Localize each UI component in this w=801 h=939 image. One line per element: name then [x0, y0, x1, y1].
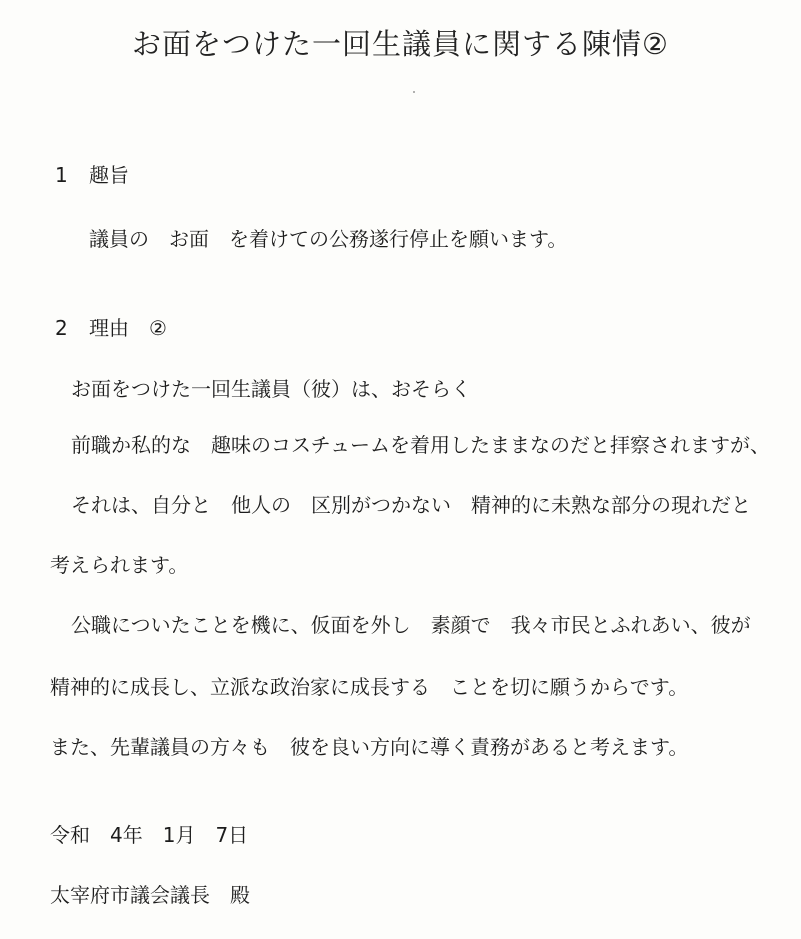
- reason-line: お面をつけた一回生議員（彼）は、おそらく: [71, 377, 471, 401]
- document-date: 令和 4年 1月 7日: [50, 823, 249, 847]
- reason-line: 考えられます。: [50, 553, 189, 577]
- section2-heading-row: [55, 316, 167, 340]
- reason-line: また、先輩議員の方々も 彼を良い方向に導く責務があると考えます。: [50, 735, 689, 759]
- section1-number: 1: [55, 163, 68, 187]
- section2-heading: 理由 ②: [89, 316, 167, 340]
- reason-line: 公職についたことを機に、仮面を外し 素顔で 我々市民とふれあい、彼が: [71, 613, 751, 637]
- section2-number: 2: [55, 316, 68, 340]
- scan-speck: [413, 91, 415, 93]
- section1-body: 議員の お面 を着けての公務遂行停止を願います。: [89, 227, 568, 251]
- addressee: 太宰府市議会議長 殿: [50, 883, 250, 907]
- reason-line: それは、自分と 他人の 区別がつかない 精神的に未熟な部分の現れだと: [71, 493, 751, 517]
- document-title: お面をつけた一回生議員に関する陳情②: [132, 27, 669, 61]
- section1-heading-row: [55, 163, 129, 187]
- reason-line: 精神的に成長し、立派な政治家に成長する ことを切に願うからです。: [50, 675, 689, 699]
- reason-line: 前職か私的な 趣味のコスチュームを着用したままなのだと拝察されますが、: [71, 433, 770, 457]
- section1-heading: 趣旨: [89, 163, 129, 187]
